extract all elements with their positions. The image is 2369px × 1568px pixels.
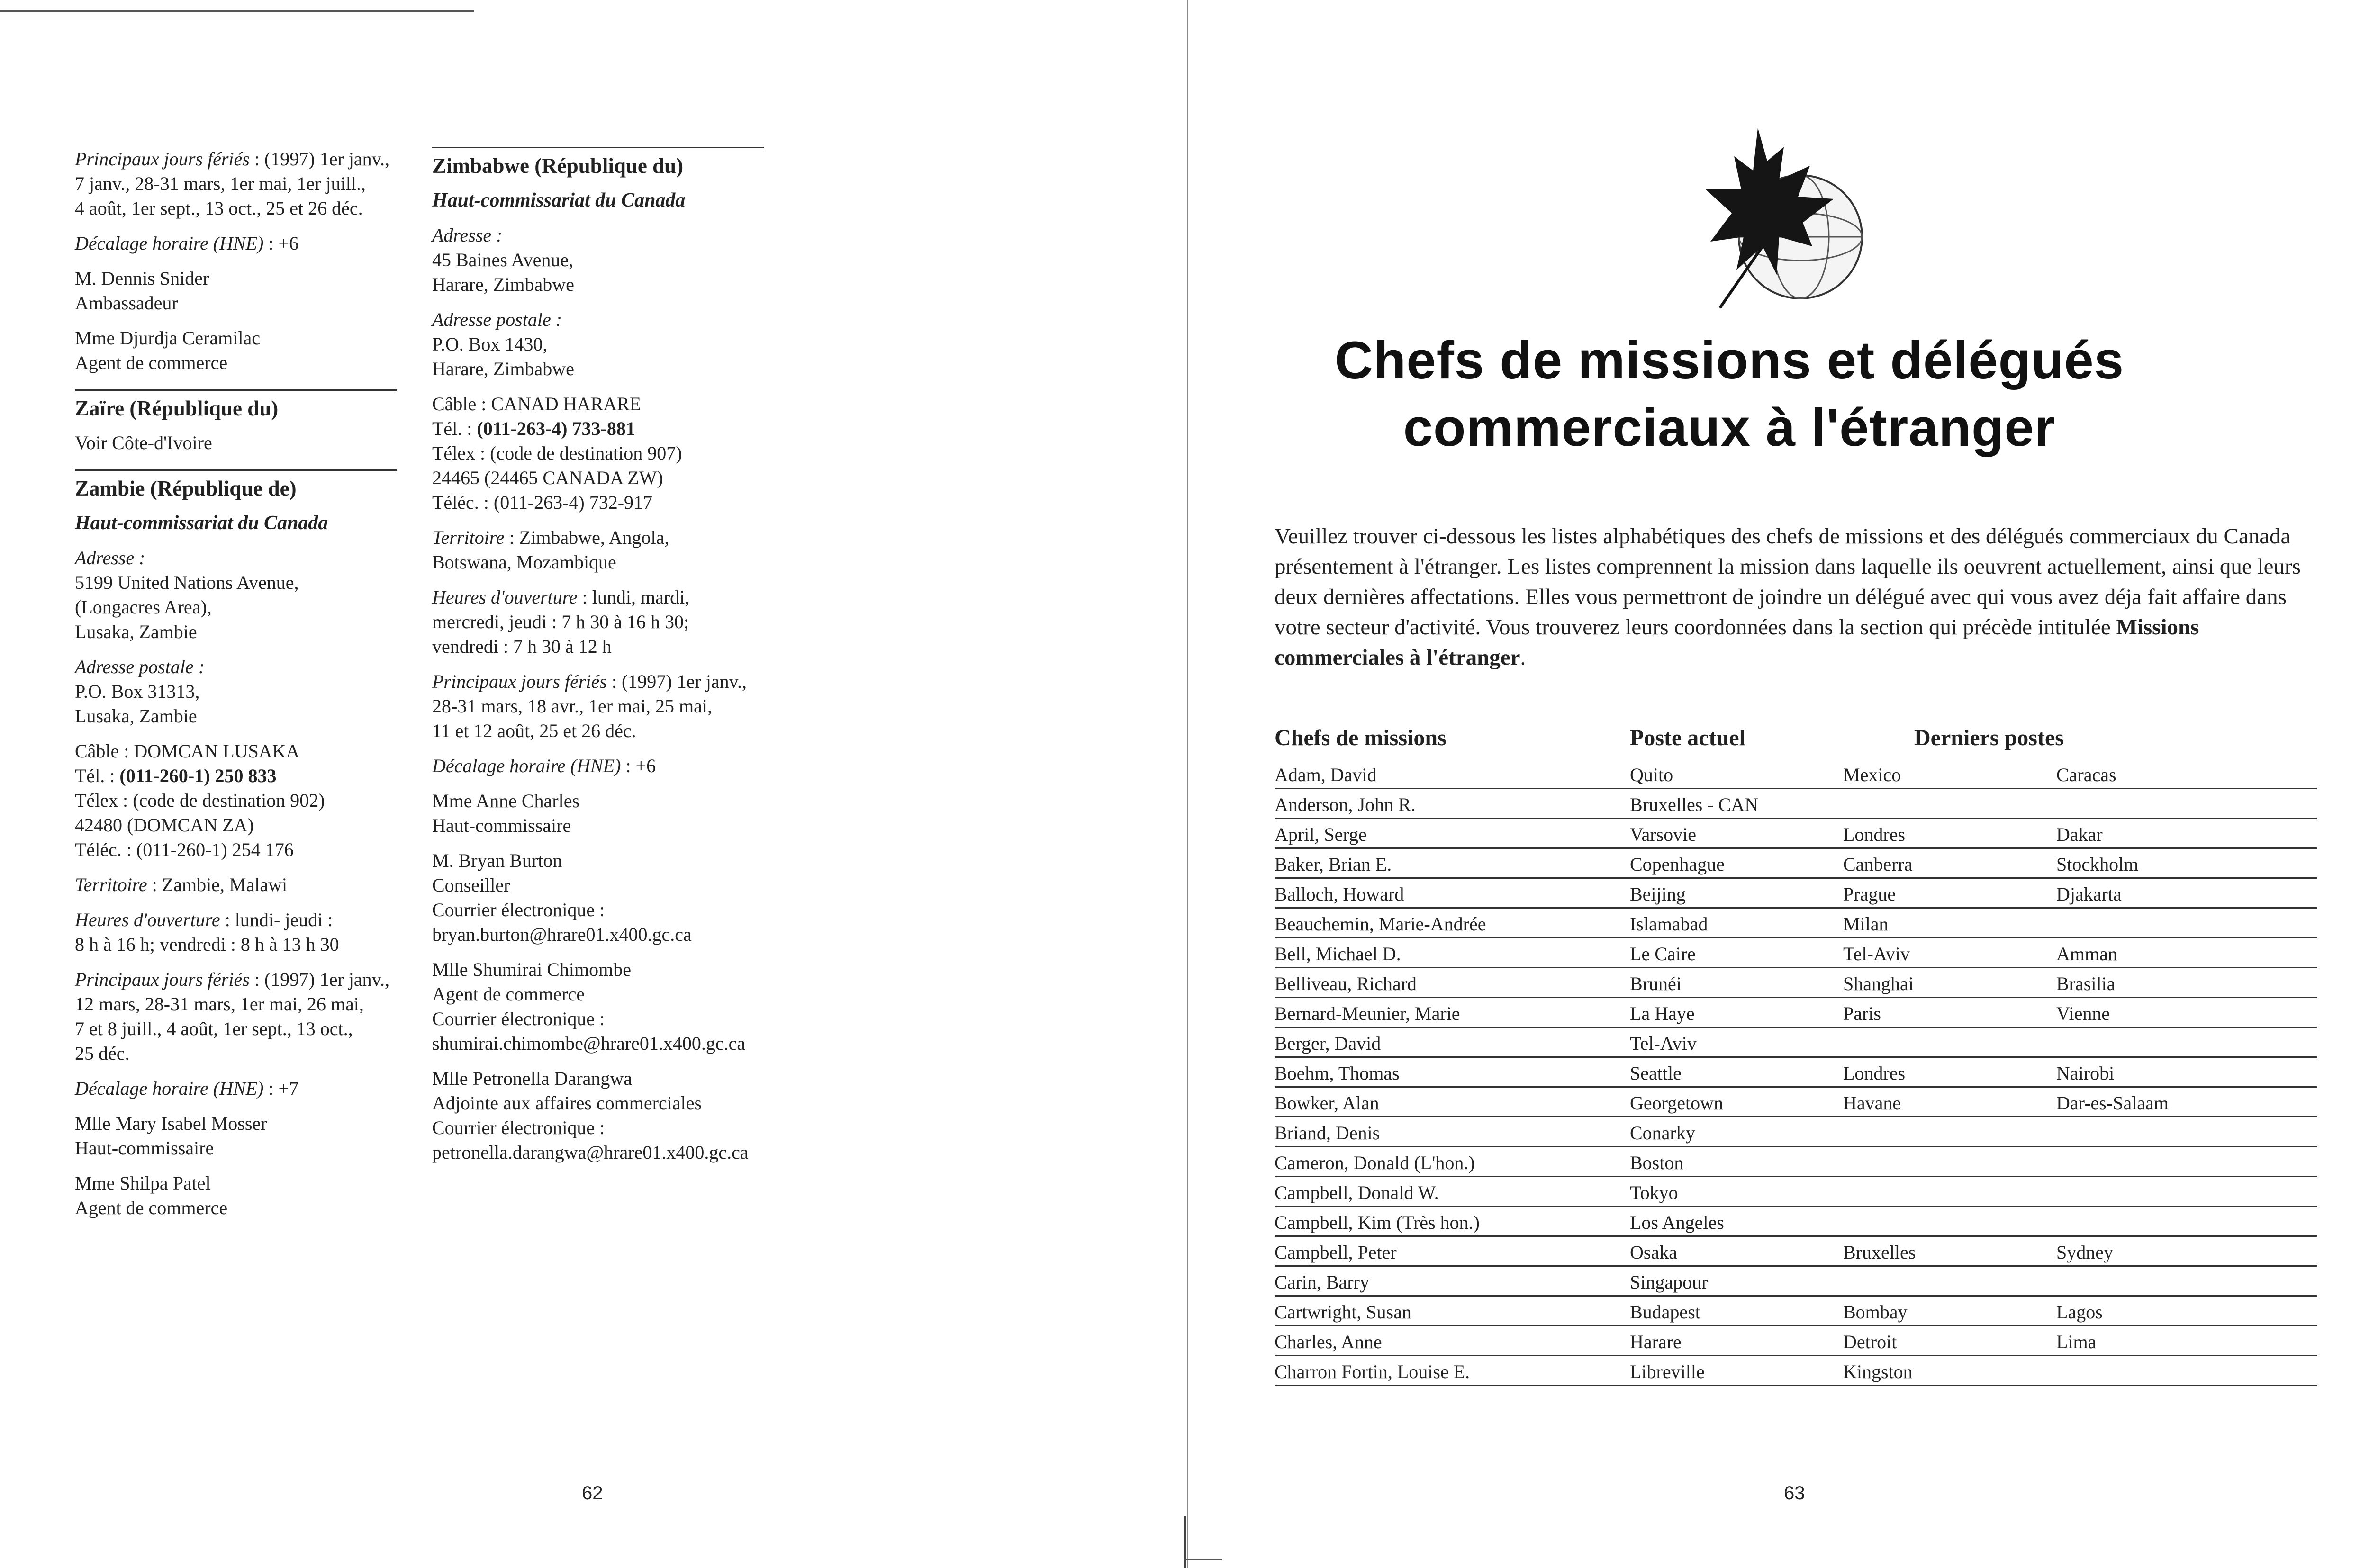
mission-chief-name: Cameron, Donald (L'hon.) (1275, 1152, 1475, 1173)
table-row (1275, 1325, 2317, 1356)
mission-chief-name: Balloch, Howard (1275, 883, 1404, 905)
zimbabwe-holidays: Principaux jours fériés : (1997) 1er janv., 28-31 mars, 18 avr., 1er mai, 25 mai, 11 et 12 août, 25 et 26 déc. (432, 669, 764, 743)
table-row (1275, 1265, 2317, 1297)
person-line: Mlle Shumirai Chimombe (432, 959, 631, 980)
table-row (1275, 1116, 2317, 1147)
mission-chief-name: Carin, Barry (1275, 1271, 1369, 1293)
column-header: Poste actuel (1630, 725, 1745, 750)
previous-post: Nairobi (2056, 1063, 2115, 1084)
table-row (1275, 1355, 2317, 1386)
section-heading-zaire: Zaïre (République du) (75, 389, 397, 422)
table-row (1275, 1206, 2317, 1237)
previous-post: Kingston (1843, 1361, 1913, 1382)
mission-chief-name: Briand, Denis (1275, 1122, 1380, 1144)
section-heading-zambie: Zambie (République de) (75, 469, 397, 502)
zaire-text: Voir Côte-d'Ivoire (75, 432, 212, 453)
previous-post: Dar-es-Salaam (2056, 1092, 2169, 1114)
previous-post: Djakarta (2056, 883, 2122, 905)
cable-line: Câble : DOMCAN LUSAKA (75, 740, 300, 762)
zambie-postal (75, 655, 397, 729)
mission-chief-name: Cartwright, Susan (1275, 1301, 1411, 1323)
table-row (1275, 847, 2317, 879)
person-line: Conseiller (432, 874, 510, 896)
person-name: Mlle Mary Isabel Mosser (75, 1113, 267, 1134)
address-line: (Longacres Area), (75, 596, 212, 618)
current-post: Osaka (1630, 1242, 1677, 1263)
current-post: Tokyo (1630, 1182, 1678, 1203)
timezone-block: Décalage horaire (HNE) : +6 (75, 233, 299, 254)
table-row (1275, 758, 2317, 789)
person-entry (75, 326, 397, 375)
holidays-line: (1997) 1er janv., (621, 671, 747, 692)
previous-post: Bruxelles (1843, 1242, 1916, 1263)
table-row (1275, 1146, 2317, 1177)
address-line: 5199 United Nations Avenue, (75, 572, 299, 593)
person-title: Haut-commissaire (75, 1137, 214, 1159)
previous-post: Stockholm (2056, 854, 2139, 875)
tel-value: (011-260-1) 250 833 (119, 765, 277, 786)
previous-post: Milan (1843, 913, 1889, 935)
right-column (432, 147, 764, 1175)
zimbabwe-contact (432, 392, 764, 515)
holidays-line: 4 août, 1er sept., 13 oct., 25 et 26 déc. (75, 198, 363, 219)
previous-post: Lima (2056, 1331, 2097, 1352)
person-entry (75, 1171, 397, 1220)
table-row (1275, 967, 2317, 998)
page-title (1303, 327, 2156, 461)
person-line: Courrier électronique : (432, 1008, 605, 1029)
person-title: Agent de commerce (75, 1197, 228, 1218)
table-row (1275, 877, 2317, 909)
person-title: Ambassadeur (75, 292, 178, 314)
current-post: Copenhague (1630, 854, 1725, 875)
table-row (1275, 788, 2317, 819)
person-line: Haut-commissaire (432, 815, 571, 836)
previous-post: Prague (1843, 883, 1896, 905)
postal-line: Lusaka, Zambie (75, 705, 197, 727)
current-post: Harare (1630, 1331, 1682, 1352)
previous-post: Lagos (2056, 1301, 2103, 1323)
mission-chief-name: Bernard-Meunier, Marie (1275, 1003, 1460, 1024)
table-row (1275, 937, 2317, 968)
holidays-line: 7 janv., 28-31 mars, 1er mai, 1er juill., (75, 173, 366, 194)
title-line: commerciaux à l'étranger (1403, 398, 2056, 457)
current-post: Los Angeles (1630, 1212, 1724, 1233)
territory-label: Territoire (75, 874, 147, 895)
mission-chief-name: Adam, David (1275, 764, 1377, 785)
holidays-line: (1997) 1er janv., (264, 969, 389, 990)
zimbabwe-territory: Territoire : Zimbabwe, Angola, Botswana, Mozambique (432, 525, 764, 575)
hours-line: lundi, mardi, (592, 586, 690, 608)
person-line: Agent de commerce (432, 983, 585, 1005)
mission-chief-name: Berger, David (1275, 1033, 1381, 1054)
address-line: 45 Baines Avenue, (432, 249, 574, 270)
previous-post: Tel-Aviv (1843, 943, 1910, 964)
address-line: Lusaka, Zambie (75, 621, 197, 642)
table-row (1275, 907, 2317, 938)
current-post: Georgetown (1630, 1092, 1723, 1114)
page-number: 62 (582, 1483, 603, 1504)
intro-text: Veuillez trouver ci-dessous les listes alphabétiques des chefs de missions et des délégués commerciaux du Canada présentement à l'étranger. Les listes comprennent la mission dans laquelle ils oeuvrent actuellement, ainsi que leurs deux dernières affectations. Elles vous permettront de joindre un délégué avec qui vous avez déja fait affaire dans votre secteur d'activité. Vous trouverez leurs coordonnées dans la section qui précède intitulée (1275, 524, 2301, 640)
hours-line: vendredi : 7 h 30 à 12 h (432, 636, 612, 657)
mission-chief-name: Belliveau, Richard (1275, 973, 1417, 994)
timezone-value: +6 (278, 233, 299, 254)
mission-chief-name: Anderson, John R. (1275, 794, 1416, 815)
table-row (1275, 818, 2317, 849)
zimbabwe-postal (432, 307, 764, 381)
person-line: Courrier électronique : (432, 1117, 605, 1138)
previous-post: Mexico (1843, 764, 1901, 785)
postal-line: Harare, Zimbabwe (432, 358, 574, 379)
column-header: Chefs de missions (1275, 725, 1447, 750)
fax-line: Téléc. : (011-263-4) 732-917 (432, 492, 653, 513)
mission-chief-name: April, Serge (1275, 824, 1367, 845)
mission-chief-name: Campbell, Donald W. (1275, 1182, 1439, 1203)
person-entry (432, 1066, 764, 1165)
left-column (75, 147, 397, 1231)
holidays-line: 7 et 8 juill., 4 août, 1er sept., 13 oct., (75, 1018, 353, 1039)
intro-bold: Missions commerciales à l'étranger (1275, 615, 2199, 670)
territory-value: Zambie, Malawi (162, 874, 288, 895)
person-entry (432, 957, 764, 1056)
zimbabwe-subheading: Haut-commissariat du Canada (432, 189, 686, 211)
person-line: Courrier électronique : (432, 899, 605, 920)
previous-post: Canberra (1843, 854, 1913, 875)
mission-chief-name: Campbell, Peter (1275, 1242, 1397, 1263)
address-label: Adresse : (75, 547, 145, 568)
mission-chief-name: Campbell, Kim (Très hon.) (1275, 1212, 1480, 1233)
previous-post: Bombay (1843, 1301, 1908, 1323)
postal-line: P.O. Box 31313, (75, 681, 200, 702)
holidays-line: (1997) 1er janv., (264, 148, 389, 170)
previous-post: Londres (1843, 824, 1906, 845)
previous-post: Paris (1843, 1003, 1881, 1024)
timezone-value: +7 (278, 1078, 299, 1099)
intro-end: . (1520, 645, 1526, 670)
zambie-territory: Territoire : Zambie, Malawi (75, 874, 288, 895)
territory-line: Botswana, Mozambique (432, 551, 616, 573)
table-row (1275, 1027, 2317, 1058)
mission-chief-name: Baker, Brian E. (1275, 854, 1392, 875)
current-post: Varsovie (1630, 824, 1696, 845)
zimbabwe-hours: Heures d'ouverture : lundi, mardi, mercredi, jeudi : 7 h 30 à 16 h 30; vendredi : 7 h 30 à 12 h (432, 585, 764, 659)
zambie-timezone: Décalage horaire (HNE) : +7 (75, 1078, 299, 1099)
holidays-label: Principaux jours fériés (75, 148, 250, 170)
cable-line: Câble : CANAD HARARE (432, 393, 642, 415)
zimbabwe-timezone: Décalage horaire (HNE) : +6 (432, 755, 656, 776)
holidays-block: Principaux jours fériés : (1997) 1er janv., 7 janv., 28-31 mars, 1er mai, 1er juill., 4 août, 1er sept., 13 oct., 25 et 26 déc. (75, 147, 397, 221)
email-line: bryan.burton@hrare01.x400.gc.ca (432, 924, 692, 945)
mission-chief-name: Boehm, Thomas (1275, 1063, 1400, 1084)
current-post: Quito (1630, 764, 1673, 785)
current-post: Singapour (1630, 1271, 1708, 1293)
timezone-label: Décalage horaire (HNE) (432, 755, 621, 776)
holidays-line: 12 mars, 28-31 mars, 1er mai, 26 mai, (75, 993, 364, 1015)
mission-chief-name: Charles, Anne (1275, 1331, 1382, 1352)
current-post: Seattle (1630, 1063, 1682, 1084)
telex-line: 42480 (DOMCAN ZA) (75, 814, 254, 836)
current-post: Boston (1630, 1152, 1684, 1173)
person-entry (75, 1111, 397, 1161)
postal-line: P.O. Box 1430, (432, 333, 548, 355)
previous-post: Londres (1843, 1063, 1906, 1084)
title-line: Chefs de missions et délégués (1335, 331, 2124, 390)
table-row (1275, 1176, 2317, 1207)
postal-label: Adresse postale : (75, 656, 205, 677)
person-line: Mme Anne Charles (432, 790, 580, 811)
person-line: M. Bryan Burton (432, 850, 562, 871)
zambie-hours: Heures d'ouverture : lundi- jeudi : 8 h à 16 h; vendredi : 8 h à 13 h 30 (75, 908, 397, 957)
previous-post: Detroit (1843, 1331, 1897, 1352)
person-entry (432, 848, 764, 947)
holidays-label: Principaux jours fériés (432, 671, 607, 692)
previous-post: Sydney (2056, 1242, 2113, 1263)
current-post: Bruxelles - CAN (1630, 794, 1759, 815)
column-header: Derniers postes (1914, 725, 2064, 750)
holidays-label: Principaux jours fériés (75, 969, 250, 990)
zambie-holidays: Principaux jours fériés : (1997) 1er janv., 12 mars, 28-31 mars, 1er mai, 26 mai, 7 et 8 juill., 4 août, 1er sept., 13 oct., 25 déc. (75, 967, 397, 1066)
timezone-value: +6 (635, 755, 656, 776)
zambie-subheading: Haut-commissariat du Canada (75, 512, 328, 534)
tel-label: Tél. : (432, 418, 472, 439)
tel-value: (011-263-4) 733-881 (477, 418, 635, 439)
current-post: Brunéi (1630, 973, 1682, 994)
person-line: Mlle Petronella Darangwa (432, 1068, 633, 1089)
zambie-address (75, 546, 397, 644)
table-row (1275, 1086, 2317, 1117)
zambie-contact (75, 739, 397, 862)
current-post: Libreville (1630, 1361, 1705, 1382)
timezone-label: Décalage horaire (HNE) (75, 233, 264, 254)
current-post: Conarky (1630, 1122, 1695, 1144)
mission-chief-name: Beauchemin, Marie-Andrée (1275, 913, 1486, 935)
telex-line: 24465 (24465 CANADA ZW) (432, 467, 663, 488)
previous-post: Dakar (2056, 824, 2103, 845)
holidays-line: 25 déc. (75, 1043, 130, 1064)
territory-line: Zimbabwe, Angola, (519, 527, 669, 548)
hours-label: Heures d'ouverture (432, 586, 578, 608)
person-name: Mme Shilpa Patel (75, 1172, 211, 1194)
person-entry (432, 789, 764, 838)
person-line: Adjointe aux affaires commerciales (432, 1092, 702, 1114)
hours-line: 8 h à 16 h; vendredi : 8 h à 13 h 30 (75, 934, 339, 955)
timezone-label: Décalage horaire (HNE) (75, 1078, 264, 1099)
telex-line: Télex : (code de destination 907) (432, 442, 682, 464)
intro-paragraph (1275, 521, 2317, 673)
postal-label: Adresse postale : (432, 309, 562, 330)
maple-leaf-globe-icon (1691, 118, 1872, 317)
page-number: 63 (1784, 1483, 1805, 1504)
left-page (0, 0, 1184, 1568)
current-post: Islamabad (1630, 913, 1708, 935)
current-post: Budapest (1630, 1301, 1700, 1323)
table-row (1275, 1295, 2317, 1326)
zimbabwe-address (432, 223, 764, 297)
holidays-line: 28-31 mars, 18 avr., 1er mai, 25 mai, (432, 695, 712, 717)
address-label: Adresse : (432, 225, 503, 246)
tel-label: Tél. : (75, 765, 115, 786)
person-name: Mme Djurdja Ceramilac (75, 327, 260, 349)
table-row (1275, 1235, 2317, 1267)
current-post: Tel-Aviv (1630, 1033, 1697, 1054)
right-page (1184, 0, 2369, 1568)
table-row (1275, 1056, 2317, 1088)
telex-line: Télex : (code de destination 902) (75, 790, 325, 811)
mission-chief-name: Bell, Michael D. (1275, 943, 1401, 964)
current-post: Le Caire (1630, 943, 1696, 964)
previous-post: Havane (1843, 1092, 1901, 1114)
fax-line: Téléc. : (011-260-1) 254 176 (75, 839, 294, 860)
email-line: petronella.darangwa@hrare01.x400.gc.ca (432, 1142, 749, 1163)
previous-post: Caracas (2056, 764, 2116, 785)
email-line: shumirai.chimombe@hrare01.x400.gc.ca (432, 1033, 746, 1054)
holidays-line: 11 et 12 août, 25 et 26 déc. (432, 720, 636, 741)
person-title: Agent de commerce (75, 352, 228, 373)
mission-chief-name: Bowker, Alan (1275, 1092, 1379, 1114)
territory-label: Territoire (432, 527, 505, 548)
person-name: M. Dennis Snider (75, 268, 209, 289)
current-post: La Haye (1630, 1003, 1695, 1024)
section-heading-zimbabwe: Zimbabwe (République du) (432, 147, 764, 180)
hours-label: Heures d'ouverture (75, 909, 220, 930)
person-entry (75, 266, 397, 315)
mission-chief-name: Charron Fortin, Louise E. (1275, 1361, 1470, 1382)
hours-line: lundi- jeudi : (235, 909, 333, 930)
address-line: Harare, Zimbabwe (432, 274, 574, 295)
previous-post: Shanghai (1843, 973, 1914, 994)
previous-post: Vienne (2056, 1003, 2110, 1024)
previous-post: Brasilia (2056, 973, 2116, 994)
table-row (1275, 997, 2317, 1028)
top-rule (0, 10, 474, 12)
current-post: Beijing (1630, 883, 1686, 905)
hours-line: mercredi, jeudi : 7 h 30 à 16 h 30; (432, 611, 689, 632)
previous-post: Amman (2056, 943, 2117, 964)
